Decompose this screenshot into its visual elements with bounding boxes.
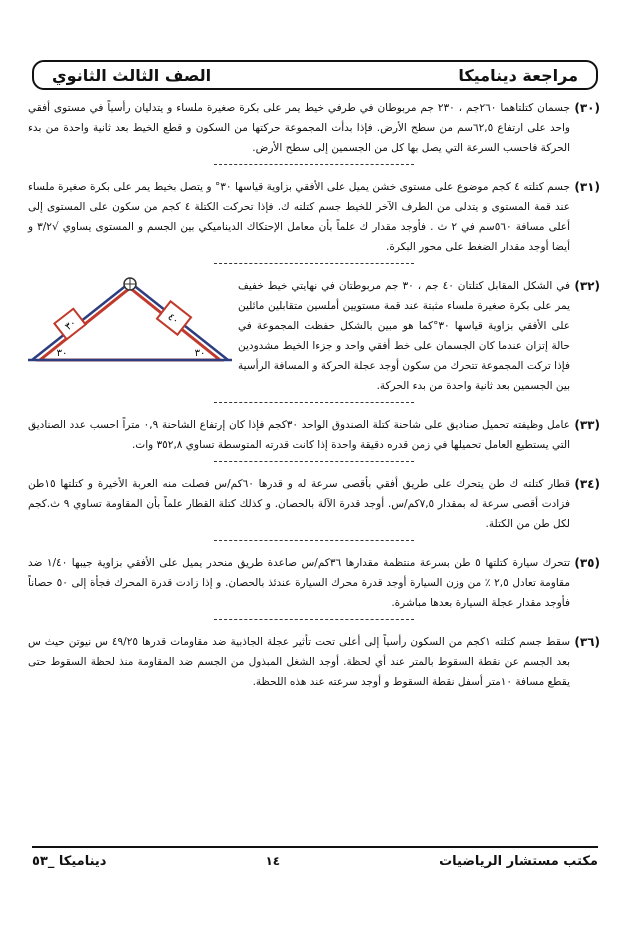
mass-right-label: ٤٠ [165,311,181,327]
inclined-planes-figure [24,276,234,366]
footer-office-name: مكتب مستشار الرياضيات [439,854,598,869]
problem-number: (٣١) [574,180,600,194]
problem-text: جسم كتلته ٤ كجم موضوع على مستوى خشن يميل على الأفقي بزاوية قياسها ٣٠° و يتصل بخيط يمر على بكرة صغيرة ملساء عند قمة المستوى و يتدلى من الطرف الآخر للخيط جسم كتلته ك. فإذا تحركت الكتلة ٤ كجم من سكون على المستوى إلى أعلى مسافة ٥٦٠سم في ٢ ث . فأوجد مقدار ك علماً بأن معامل الإحتكاك الديناميكي بين الجسم و المستوى يساوي √٣/٢ و أيضا أوجد مقدار الضغط على محور البكرة. [28,181,570,253]
problem-35 [28,553,600,613]
problem-number: (٣٢) [574,279,600,293]
angle-left-label: ٣٠ [56,348,68,359]
dashed-separator [214,263,414,264]
problem-text: جسمان كتلتاهما ٢٦٠جم ، ٢٣٠ جم مربوطان في طرفي خيط يمر على بكرة صغيرة ملساء و يتدليان رأسياً في مستوى أفقي واحد على ارتفاع ٦٢,٥سم من سطح الأرض. فإذا بدأت المجموعة حركتها من السكون و قطع الخيط بعد ثانية واحدة من بدء الحركة فاحسب السرعة التي يصل بها كل من الجسمين إلى سطح الأرض. [28,102,570,154]
dashed-separator [214,619,414,620]
problem-text: في الشكل المقابل كتلتان ٤٠ جم ، ٣٠ جم مربوطتان في نهايتي خيط خفيف يمر على بكرة صغيرة ملساء مثبتة عند قمة مستويين أملسين متقابلين مائلين على الأفقي بزاوية قياسها ٣٠°كما هو مبين بالشكل حفظت المجموعة في حالة إتزان عندما كان الجسمان على خط أفقي واحد و جزءا الخيط مشدودين فإذا تركت المجموعة تتحرك من سكون أوجد عجلة الحركة و المسافة الرأسية بين الجسمين بعد ثانية واحدة من بدء الحركة. [238,280,570,392]
problem-36 [28,632,600,692]
mass-left-label: ٣٠ [63,317,79,333]
mass-left-block [54,309,85,340]
problem-text: تتحرك سيارة كتلتها ٥ طن بسرعة منتظمة مقدارها ٣٦كم/س صاعدة طريق منحدر يميل على الأفقي بزاوية جيبها ١/٤٠ ضد مقاومة تعادل ٢,٥ ٪ من وزن السيارة أوجد قدرة محرك السيارة عندئذ بالحصان. و إذا زادت قدرة المحرك فجأة إلى ٥٠ حصاناً فأوجد مقدار عجلة السيارة بعدها مباشرة. [28,557,570,609]
angle-right-label: ٣٠ [194,348,206,359]
page-header [32,60,598,90]
page-footer [32,846,598,869]
problem-number: (٣٣) [574,418,600,432]
problem-34 [28,474,600,534]
problem-text: عامل وظيفته تحميل صناديق على شاحنة كتلة الصندوق الواحد ٣٠كجم فإذا كان إرتفاع الشاحنة ٠,٩ متراً احسب عدد الصناديق التي يستطيع العامل تحميلها في زمن قدره دقيقة واحدة إذا كانت قدرته المتوسطة تساوي ٣٥٢,٨ وات. [28,419,570,451]
header-subject-title: مراجعة ديناميكا [458,65,578,85]
problem-30 [28,98,600,158]
problem-text: قطار كتلته ك طن يتحرك على طريق أفقي بأقصى سرعة له و قدرها ٦٠كم/س فصلت منه العربة الأخيرة و كتلتها ١٥طن فزادت أقصى سرعة له بمقدار ٧,٥كم/س. أوجد قدرة الآلة بالحصان. و كذلك كتلة القطار علماً بأن المقاومة تساوي ٩ ث.كجم لكل طن من الكتلة. [28,478,571,530]
problem-number: (٣٤) [574,477,600,491]
problem-33 [28,415,600,455]
problem-number: (٣٦) [574,635,600,649]
dashed-separator [214,164,414,165]
dashed-separator [214,402,414,403]
problem-number: (٣٥) [574,556,600,570]
problem-text: سقط جسم كتلته ١كجم من السكون رأسياً إلى أعلى تحت تأثير عجلة الجاذبية ضد مقاومات قدرها ٤٩/٢٥ س نيوتن حيث س بعد الجسم عن نقطة السقوط بالمتر عند أي لحظة. أوجد الشغل المبذول من الجسم ضد المقاومة منذ لحظة السقوط حتى يقطع مسافة ١٠متر أسفل نقطة السقوط و أوجد سرعته عند هذه اللحظة. [28,636,570,688]
dashed-separator [214,540,414,541]
dashed-separator [214,461,414,462]
problem-32 [28,276,600,396]
problem-number: (٣٠) [574,101,600,115]
problems-list [28,98,600,692]
page-number: ١٤ [265,854,281,868]
footer-section-label: ديناميكا _٥٣ [32,854,107,869]
header-grade-title: الصف الثالث الثانوي [52,65,212,85]
problem-31 [28,177,600,257]
